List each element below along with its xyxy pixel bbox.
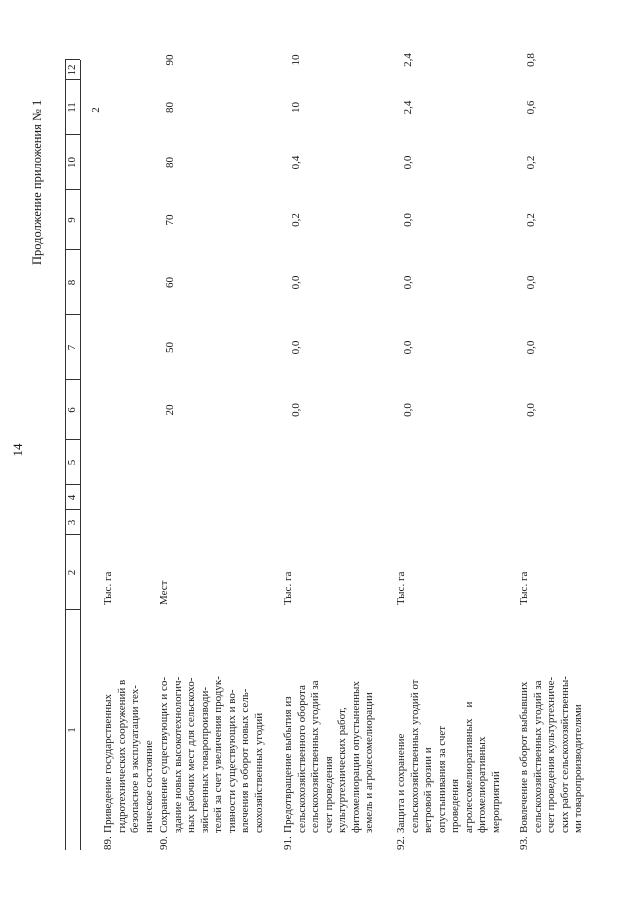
description-line: сельскохозяйственных угодий за: [531, 680, 544, 833]
value-cell: 70: [164, 214, 176, 226]
description-line: скохозяйственных угодий: [252, 712, 265, 833]
extra-mark: 2: [90, 107, 102, 113]
row-unit: Тыс. га: [102, 571, 114, 605]
value-cell: 0,0: [402, 403, 414, 417]
description-line: ских работ сельскохозяйственны-: [558, 676, 571, 833]
description-line: влечения в оборот новых сель-: [239, 688, 251, 833]
value-cell: 2,4: [402, 53, 414, 67]
value-cell: 0,0: [402, 213, 414, 227]
value-cell: 0,8: [525, 53, 537, 67]
description-line: проведения: [449, 778, 461, 833]
row-description: [282, 605, 377, 833]
value-cell: 0,4: [290, 155, 302, 170]
col-header-12: 12: [66, 64, 78, 76]
value-cell: 0,0: [402, 275, 414, 290]
value-cell: 0,2: [525, 155, 537, 170]
value-cell: 50: [164, 342, 176, 353]
col-header-8: 8: [66, 279, 78, 286]
description-line: Предотвращение выбытия из: [282, 696, 294, 833]
row-unit: Тыс. га: [395, 571, 407, 605]
row-description: [158, 605, 266, 833]
description-line: ническое состояние: [142, 740, 155, 833]
col-header-3: 3: [66, 519, 78, 526]
value-cell: 80: [164, 157, 176, 168]
description-line: культуртехнических работ,: [336, 707, 348, 833]
row-description: [102, 605, 156, 833]
description-line: фитомелиорации опустыненных: [349, 681, 362, 833]
value-cell: 0,0: [402, 155, 414, 170]
description-line: телей за счет увеличения продук-: [212, 676, 224, 833]
header-bottom-border: [80, 60, 81, 850]
description-line: ных рабочих мест для сельскохо-: [185, 677, 197, 833]
description-line: агролесомелиоративных и: [462, 701, 475, 833]
value-cell: 0,0: [402, 340, 414, 355]
value-cell: 0,0: [525, 275, 537, 290]
value-cell: 0,0: [290, 403, 302, 417]
col-header-10: 10: [66, 157, 78, 168]
col-header-2: 2: [66, 569, 78, 576]
row-description: [395, 605, 503, 833]
col-header-5: 5: [66, 459, 78, 466]
value-cell: 0,0: [525, 340, 537, 355]
row-unit: Тыс. га: [518, 571, 530, 605]
description-line: тивности существующих и во-: [225, 689, 238, 833]
value-cell: 10: [290, 54, 302, 66]
value-cell: 0,6: [525, 100, 537, 115]
value-cell: 10: [290, 102, 302, 113]
col-header-7: 7: [66, 344, 78, 351]
value-cell: 20: [164, 404, 176, 416]
value-cell: 0,0: [525, 403, 537, 417]
row-unit: Тыс. га: [282, 571, 294, 605]
row-number: 93.: [518, 836, 530, 850]
row-number: 89.: [102, 836, 114, 850]
description-line: Защита и сохранение: [395, 733, 407, 833]
page-number: 14: [10, 443, 25, 457]
description-line: безопасное в эксплуатации тех-: [129, 685, 141, 833]
value-cell: 60: [164, 277, 176, 288]
row-unit: Мест: [158, 580, 170, 605]
description-line: сельскохозяйственных угодий за: [309, 680, 321, 833]
description-line: Вовлечение в оборот выбывших: [518, 681, 530, 833]
continuation-title: Продолжение приложения № 1: [30, 99, 44, 265]
description-line: ветровой эрозии и: [422, 747, 434, 833]
value-cell: 0,0: [290, 340, 302, 355]
value-cell: 0,2: [525, 213, 537, 227]
description-line: счет проведения: [322, 756, 335, 833]
description-line: счет проведения культуртехниче-: [545, 676, 557, 833]
col-header-9: 9: [66, 217, 78, 223]
value-cell: 0,2: [290, 213, 302, 227]
description-line: земель и агролесомелиорации: [363, 692, 375, 833]
col-header-4: 4: [66, 494, 78, 501]
description-line: опустынивания за счет: [435, 725, 448, 833]
row-description: [518, 605, 586, 833]
value-cell: 2,4: [402, 100, 414, 115]
description-line: фитомелиоративных: [476, 736, 488, 833]
value-cell: 0,0: [290, 275, 302, 290]
col-header-1: 1: [66, 727, 78, 733]
row-number: 91.: [282, 836, 294, 850]
value-cell: 80: [164, 102, 176, 113]
col-header-11: 11: [66, 102, 78, 113]
description-line: сельскохозяйственного оборота: [295, 685, 308, 833]
description-line: гидротехнических сооружений в: [115, 679, 128, 833]
description-line: Приведение государственных: [102, 694, 114, 833]
value-cell: 90: [164, 54, 176, 66]
description-line: мероприятий: [489, 771, 502, 833]
description-line: сельскохозяйственных угодий от: [408, 679, 421, 833]
col-header-6: 6: [66, 407, 78, 413]
row-number: 92.: [395, 836, 407, 850]
description-line: здание новых высокотехнологич-: [171, 676, 184, 833]
description-line: Сохранение существующих и со-: [158, 677, 170, 833]
description-line: зяйственных товаропроизводи-: [198, 686, 211, 833]
description-line: ми товаропроизводителями: [572, 704, 584, 833]
row-number: 90.: [158, 836, 170, 850]
